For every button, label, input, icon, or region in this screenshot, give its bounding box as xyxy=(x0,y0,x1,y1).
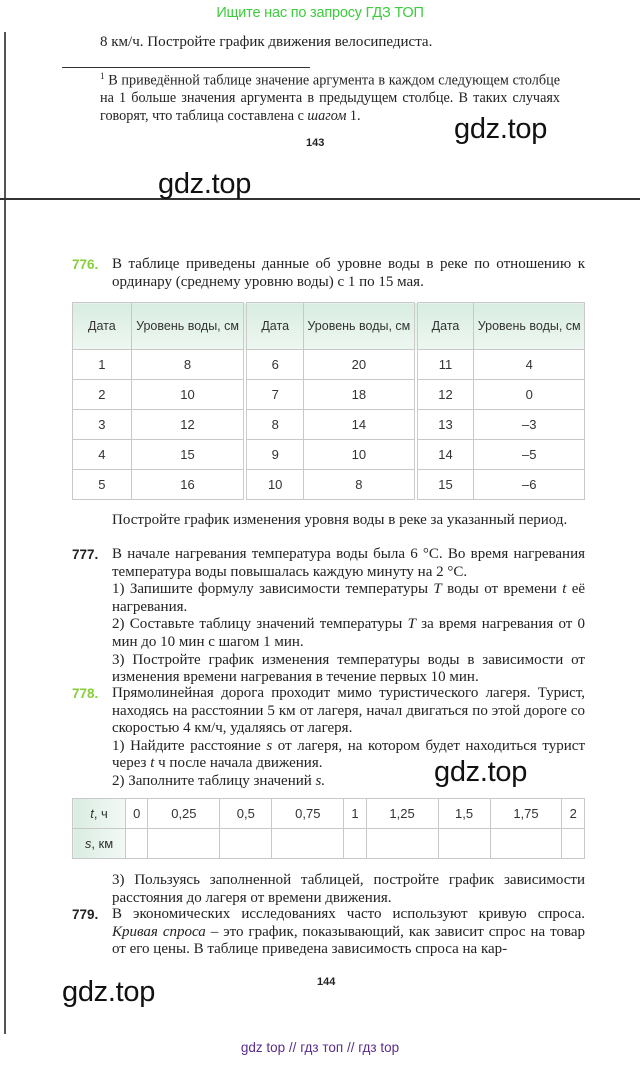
watermark: gdz.top xyxy=(158,168,252,200)
watermark: gdz.top xyxy=(454,113,548,145)
variable-T: T xyxy=(433,581,442,598)
table-cell: 12 xyxy=(416,380,474,410)
empty-cell xyxy=(220,829,272,859)
unit-label: , ч xyxy=(93,806,108,821)
task-text-cont: – это график, показывающий, как зависит спрос на товар от его цены. В таблице приведена зависимость спроса на кар- xyxy=(112,923,586,958)
empty-cell xyxy=(126,829,148,859)
task-text: Прямолинейная дорога проходит мимо туристического лагеря. Турист, находясь на расстоянии 5 км от лагеря, начал двигаться по этой дороге со скоростью 4 км/ч, удаляясь от лагеря. xyxy=(112,685,585,737)
page-number-144: 144 xyxy=(317,976,336,988)
watermark: gdz.top xyxy=(434,756,528,788)
table-cell: 4 xyxy=(474,350,585,380)
page-border-left-top xyxy=(4,32,6,198)
table-cell: 0,75 xyxy=(272,799,344,829)
footnote-mark: 1 xyxy=(100,71,105,81)
table-cell: 0 xyxy=(474,380,585,410)
table-cell: 6 xyxy=(245,350,303,380)
footer-separator: // xyxy=(288,1040,297,1055)
table-header-row xyxy=(73,303,585,350)
table-cell: 1 xyxy=(344,799,366,829)
table-cell: 8 xyxy=(131,350,245,380)
header-cell: Дата xyxy=(416,303,474,350)
water-level-table xyxy=(72,302,585,500)
table-cell: –6 xyxy=(474,470,585,500)
task-778 xyxy=(72,685,586,791)
table-cell: 1 xyxy=(73,350,132,380)
table-cell: 11 xyxy=(416,350,474,380)
page-border-left-bottom xyxy=(4,200,6,1034)
footer-link[interactable]: гдз топ xyxy=(300,1040,344,1055)
task-item-1: 1) Запишите формулу зависимости температуры xyxy=(112,581,429,598)
variable-s: s xyxy=(84,836,92,851)
table-row xyxy=(73,470,585,500)
task-item-3: 3) Постройте график изменения температуры воды в зависимости от изменения времени нагревания в течение первых 10 мин. xyxy=(112,651,585,686)
table-cell: 0,5 xyxy=(220,799,272,829)
task-item-1-cont: от лагеря, на котором будет находиться турист через xyxy=(112,737,586,772)
footnote-text-end: 1. xyxy=(349,107,361,124)
variable-t: t xyxy=(90,806,94,821)
table-cell: 1,25 xyxy=(366,799,438,829)
table-cell: 10 xyxy=(304,440,416,470)
task-text: В таблице приведены данные об уровне воды в реке по отношению к ординару (среднему уровню воды) с 1 по 15 мая. xyxy=(112,256,585,290)
table-cell: 2 xyxy=(562,799,585,829)
task-776-instruction: Постройте график изменения уровня воды в реке за указанный период. xyxy=(112,512,568,528)
footer-separator: // xyxy=(346,1040,355,1055)
table-cell: 12 xyxy=(131,410,245,440)
table-cell: 20 xyxy=(304,350,416,380)
task-number: 777. xyxy=(72,547,99,562)
footer-link[interactable]: gdz top xyxy=(240,1040,286,1055)
task-777 xyxy=(72,546,586,687)
task-item-2: 2) Составьте таблицу значений температуры xyxy=(112,616,403,633)
task-number: 776. xyxy=(72,257,99,272)
variable-t: t xyxy=(562,581,567,598)
table-cell: 2 xyxy=(73,380,132,410)
table-cell: 1,75 xyxy=(490,799,562,829)
unit-label: , км xyxy=(91,836,114,851)
table-cell: 14 xyxy=(304,410,416,440)
footer-links xyxy=(0,1040,640,1055)
table-row xyxy=(73,380,585,410)
variable-s: s. xyxy=(315,772,326,789)
table-row xyxy=(73,410,585,440)
footer-link[interactable]: гдз top xyxy=(358,1040,400,1055)
table-row xyxy=(73,350,585,380)
header-cell: Уровень воды, см xyxy=(131,303,245,350)
task-779 xyxy=(72,906,586,959)
table-cell: 15 xyxy=(131,440,245,470)
table-cell: 18 xyxy=(304,380,416,410)
task-item-1-end: её нагревания. xyxy=(112,581,586,615)
page-divider xyxy=(0,198,640,200)
table-cell: 8 xyxy=(245,410,303,440)
task-text: В начале нагревания температура воды была 6 °C. Во время нагревания температура воды повышалась каждую минуту на 2 °C. xyxy=(112,546,585,580)
table-row-s xyxy=(73,829,585,859)
footnote-text: В приведённой таблице значение аргумента в каждом следующем столбце на 1 больше значения аргумента в предыдущем столбце. В таких случаях говорят, что таблица составлена с xyxy=(100,72,560,124)
table-cell: 0 xyxy=(126,799,148,829)
footnote-italic: шагом xyxy=(307,107,347,124)
table-cell: 13 xyxy=(416,410,474,440)
header-cell: Дата xyxy=(73,303,132,350)
page143-tail-text: 8 км/ч. Постройте график движения велосипедиста. xyxy=(100,34,433,50)
task-776 xyxy=(72,256,585,291)
table-row xyxy=(73,440,585,470)
task-text: В экономических исследованиях часто используют кривую спроса. xyxy=(112,906,585,922)
watermark: gdz.top xyxy=(62,976,156,1008)
task-item-2: 2) Заполните таблицу значений xyxy=(112,772,312,789)
table-cell: 15 xyxy=(416,470,474,500)
empty-cell xyxy=(148,829,220,859)
table-cell: 10 xyxy=(131,380,245,410)
task-number: 778. xyxy=(72,686,99,701)
page-number-143: 143 xyxy=(306,137,325,149)
task-item-1-end: ч после начала движения. xyxy=(158,755,323,772)
header-cell: Уровень воды, см xyxy=(474,303,585,350)
table-cell: –3 xyxy=(474,410,585,440)
task-number: 779. xyxy=(72,907,99,922)
table-cell: 9 xyxy=(245,440,303,470)
table-cell: 8 xyxy=(304,470,416,500)
table-cell: 7 xyxy=(245,380,303,410)
empty-cell xyxy=(272,829,344,859)
task-778-item-3: 3) Пользуясь заполненной таблицей, постройте график зависимости расстояния до лагеря от времени движения. xyxy=(112,872,585,906)
table-cell: 16 xyxy=(131,470,245,500)
empty-cell xyxy=(344,829,366,859)
table-cell: 4 xyxy=(73,440,132,470)
empty-cell xyxy=(562,829,585,859)
table-cell: –5 xyxy=(474,440,585,470)
table-row-t xyxy=(73,799,585,829)
table-cell: 0,25 xyxy=(148,799,220,829)
header-cell: Дата xyxy=(245,303,303,350)
search-banner: Ищите нас по запросу ГДЗ ТОП xyxy=(216,5,424,21)
empty-cell xyxy=(490,829,562,859)
variable-T: T xyxy=(407,616,416,633)
task-item-2-cont: за время нагревания от 0 мин до 10 мин с шагом 1 мин. xyxy=(112,616,586,650)
distance-time-table xyxy=(72,798,585,859)
empty-cell xyxy=(366,829,438,859)
table-cell: 1,5 xyxy=(438,799,490,829)
table-cell: 14 xyxy=(416,440,474,470)
empty-cell xyxy=(438,829,490,859)
variable-s: s xyxy=(266,737,273,754)
header-cell: Уровень воды, см xyxy=(304,303,416,350)
table-cell: 5 xyxy=(73,470,132,500)
table-cell: 3 xyxy=(73,410,132,440)
row-label-t xyxy=(73,799,126,829)
variable-t: t xyxy=(150,755,155,772)
row-label-s xyxy=(73,829,126,859)
task-item-1: 1) Найдите расстояние xyxy=(112,737,261,754)
term-italic: Кривая спроса xyxy=(112,923,206,940)
task-item-1-cont: воды от времени xyxy=(447,581,557,598)
table-cell: 10 xyxy=(245,470,303,500)
